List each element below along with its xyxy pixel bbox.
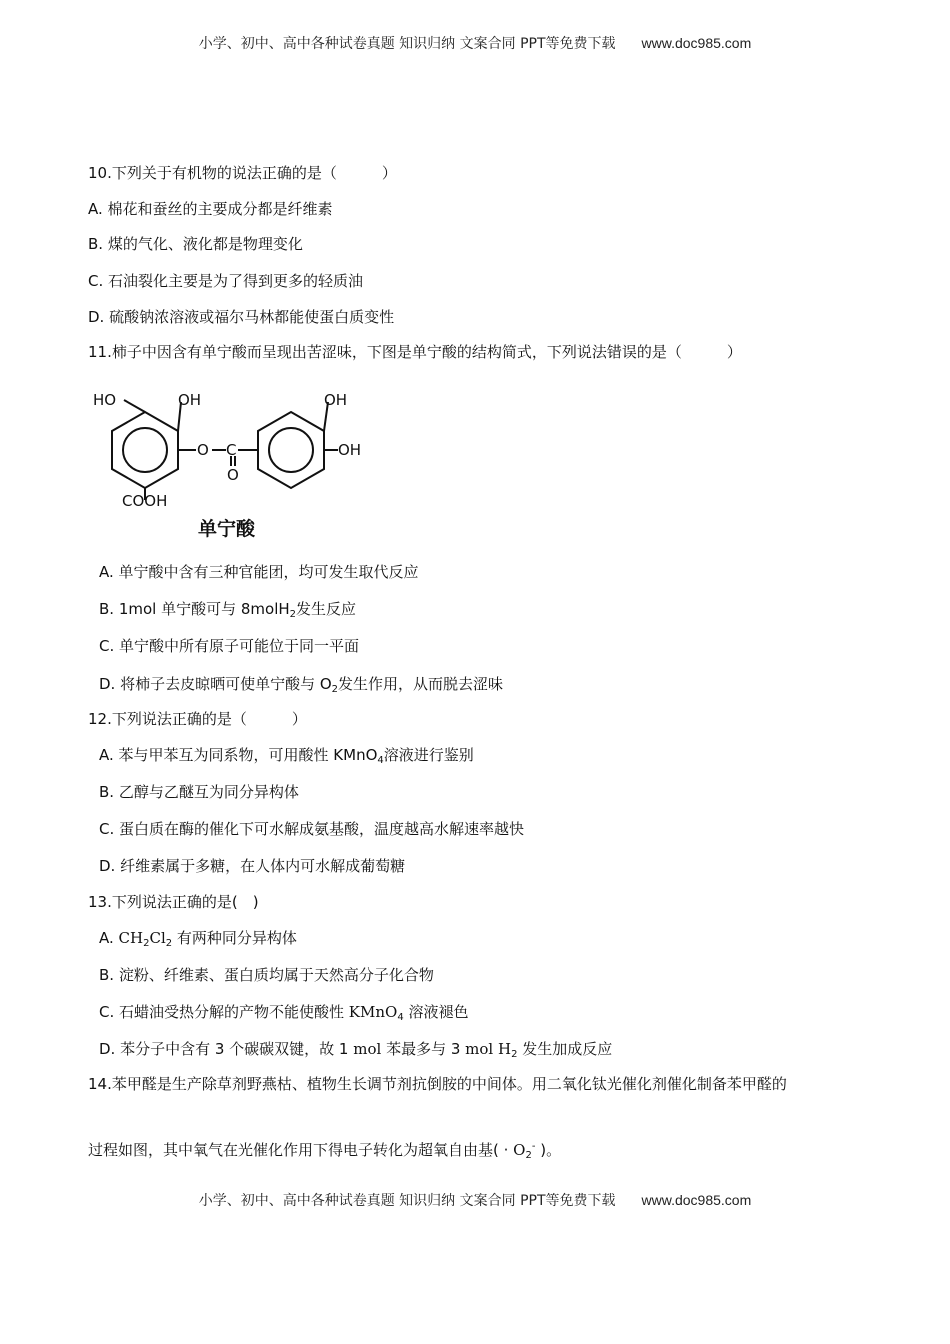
answer-option [99, 928, 297, 954]
text-segment: 苯最多与 3 [381, 1040, 466, 1058]
text-segment: 发生加成反应 [517, 1040, 613, 1058]
text-segment: A. 单宁酸中含有三种官能团，均可发生取代反应 [99, 563, 419, 581]
answer-option [99, 1039, 612, 1065]
text-segment: )。 [535, 1141, 562, 1159]
text-segment: 溶液进行鉴别 [383, 746, 474, 764]
text-segment: C. 蛋白质在酶的催化下可水解成氨基酸，温度越高水解速率越快 [99, 820, 525, 838]
label-oh: OH [178, 391, 202, 409]
text-segment: D. 纤维素属于多糖，在人体内可水解成葡萄糖 [99, 857, 406, 875]
text-segment: 溶液褪色 [403, 1003, 469, 1021]
text-segment: 13.下列说法正确的是( ) [88, 893, 259, 911]
answer-option [99, 1002, 468, 1028]
text-segment: 11.柿子中因含有单宁酸而呈现出苦涩味，下图是单宁酸的结构简式，下列说法错误的是（ ） [88, 343, 742, 361]
text-segment: D. 硫酸钠浓溶液或福尔马林都能使蛋白质变性 [88, 308, 395, 326]
text-segment: 2 [143, 938, 150, 949]
text-segment: A. 苯与甲苯互为同系物，可用酸性 KMnO [99, 746, 378, 764]
text-segment: 发生作用，从而脱去涩味 [338, 675, 504, 693]
text-segment: - [531, 1141, 536, 1152]
text-segment: 2 [511, 1049, 518, 1060]
text-segment: 12.下列说法正确的是（ ） [88, 710, 307, 728]
label-oh: OH [338, 441, 362, 459]
text-segment: 4 [397, 1012, 404, 1023]
answer-option [99, 965, 434, 985]
text-segment: Cl [149, 929, 166, 947]
text-segment: KMnO [348, 1003, 398, 1021]
answer-option [88, 234, 303, 254]
answer-option [88, 199, 333, 219]
text-segment: B. 乙醇与乙醚互为同分异构体 [99, 783, 299, 801]
text-segment: D. 将柿子去皮晾晒可使单宁酸与 O [99, 675, 332, 693]
figure-caption: 单宁酸 [198, 518, 256, 540]
text-segment: 10.下列关于有机物的说法正确的是（ ） [88, 164, 397, 182]
text-segment: 2 [525, 1150, 532, 1161]
text-segment: C. 石蜡油受热分解的产物不能使酸性 [99, 1003, 349, 1021]
text-segment: C. 单宁酸中所有原子可能位于同一平面 [99, 637, 360, 655]
header-text: 小学、初中、高中各种试卷真题 知识归纳 文案合同 PPT等免费下载 [198, 36, 616, 52]
structure-bonds [112, 400, 338, 500]
label-oh: OH [324, 391, 348, 409]
text-segment: 14.苯甲醛是生产除草剂野燕枯、植物生长调节剂抗倒胺的中间体。用二氧化钛光催化剂催化制备苯甲醛的 [88, 1075, 787, 1093]
text-segment: A. 棉花和蚕丝的主要成分都是纤维素 [88, 200, 333, 218]
answer-option [99, 674, 503, 700]
answer-option [99, 745, 474, 771]
answer-option [88, 1137, 561, 1166]
text-segment: mol [353, 1040, 382, 1058]
page-header [0, 33, 950, 53]
page-footer [0, 1190, 950, 1210]
answer-option [99, 562, 419, 582]
text-segment: C. 石油裂化主要是为了得到更多的轻质油 [88, 272, 364, 290]
text-segment: 过程如图，其中氧气在光催化作用下得电子转化为超氧自由基( · [88, 1141, 514, 1159]
footer-url: www.doc985.com [641, 1192, 752, 1208]
text-segment: D. 苯分子中含有 3 个碳碳双键，故 1 [99, 1040, 354, 1058]
answer-option [99, 782, 299, 802]
answer-option [99, 636, 359, 656]
question-stem [88, 1074, 787, 1094]
text-segment: 发生反应 [296, 600, 357, 618]
text-segment: B. 1mol 单宁酸可与 8molH [99, 600, 290, 618]
label-cooh: COOH [122, 492, 168, 510]
tannic-acid-structure-figure [88, 382, 388, 547]
text-segment: B. 淀粉、纤维素、蛋白质均属于天然高分子化合物 [99, 966, 434, 984]
answer-option [99, 599, 356, 625]
text-segment: 2 [289, 609, 297, 620]
question-stem [88, 163, 397, 183]
label-c: C [226, 441, 237, 459]
answer-option [99, 856, 405, 876]
answer-option [88, 271, 363, 291]
text-segment: mol [465, 1040, 494, 1058]
text-segment: 有两种同分异构体 [172, 929, 297, 947]
question-stem [88, 892, 259, 912]
label-ester-o: O [197, 441, 209, 459]
answer-option [88, 307, 394, 327]
text-segment: A. [99, 929, 119, 947]
footer-text: 小学、初中、高中各种试卷真题 知识归纳 文案合同 PPT等免费下载 [198, 1193, 616, 1209]
answer-option [99, 819, 524, 839]
question-stem [88, 342, 742, 362]
text-segment: 2 [165, 938, 173, 949]
text-segment: 4 [377, 755, 384, 766]
question-stem [88, 709, 307, 729]
text-segment: CH [118, 929, 144, 947]
label-ho: HO [93, 391, 117, 409]
text-segment: 2 [331, 684, 339, 695]
header-url: www.doc985.com [641, 35, 752, 51]
text-segment: O [513, 1141, 526, 1159]
label-carbonyl-o: O [227, 466, 239, 484]
text-segment: H [498, 1040, 512, 1058]
text-segment: B. 煤的气化、液化都是物理变化 [88, 235, 303, 253]
